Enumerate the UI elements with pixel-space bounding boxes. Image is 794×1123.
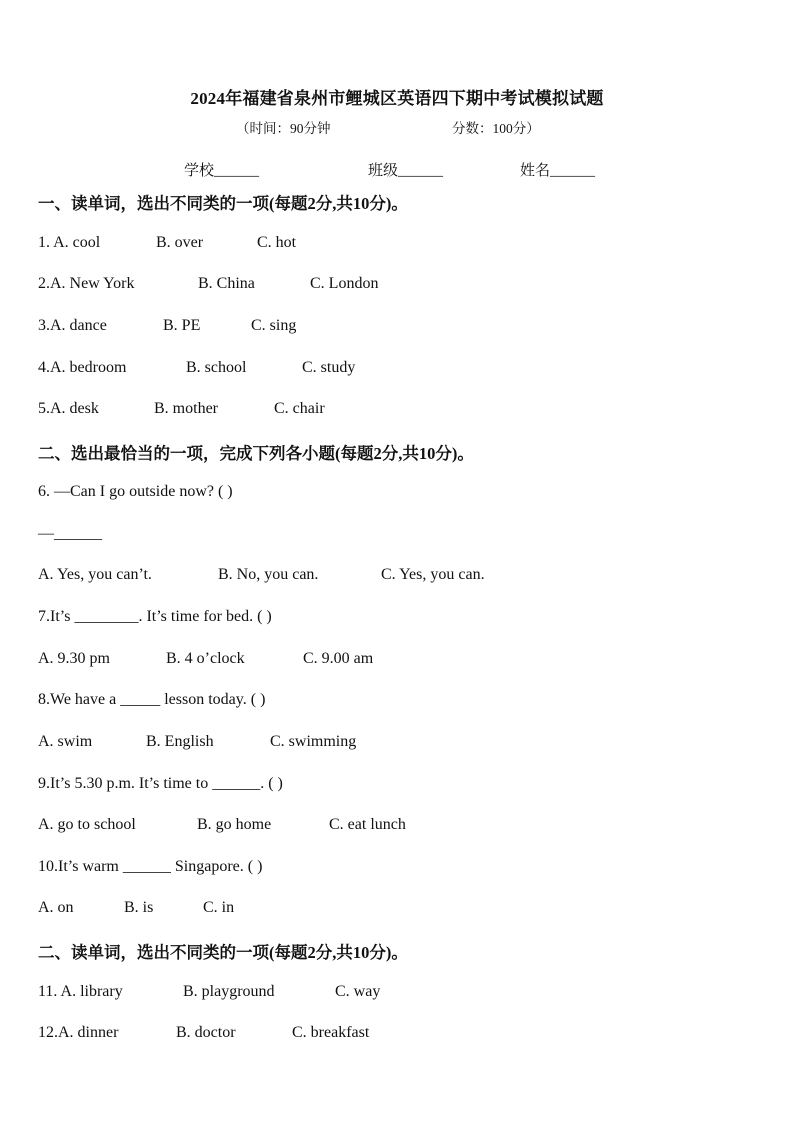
question-6-answer-line: —______: [38, 525, 102, 542]
question-10-option-c: C. in: [203, 899, 235, 916]
question-4-option-c: C. study: [302, 359, 356, 376]
question-4: 4.A. bedroom: [38, 359, 127, 376]
question-5-option-c: C. chair: [274, 400, 325, 417]
question-8: 8.We have a _____ lesson today. ( ): [38, 691, 266, 708]
question-8-option-a: A. swim: [38, 733, 93, 750]
question-6-option-a: A. Yes, you can’t.: [38, 566, 152, 583]
question-9-option-b: B. go home: [197, 816, 272, 833]
name-field: 姓名______: [520, 163, 596, 179]
page-title: 2024年福建省泉州市鲤城区英语四下期中考试模拟试题: [190, 89, 604, 108]
question-10-option-b: B. is: [124, 899, 154, 916]
question-12-option-b: B. doctor: [176, 1024, 236, 1041]
question-4-option-b: B. school: [186, 359, 247, 376]
school-field: 学校______: [184, 163, 260, 179]
question-3-option-b: B. PE: [163, 317, 201, 334]
question-7-option-b: B. 4 o’clock: [166, 650, 245, 667]
question-10-option-a: A. on: [38, 899, 74, 916]
question-5-option-b: B. mother: [154, 400, 218, 417]
question-2-option-c: C. London: [310, 275, 379, 292]
section-heading-3: 二、读单词，选出不同类的一项(每题2分,共10分)。: [38, 943, 408, 962]
question-7-option-a: A. 9.30 pm: [38, 650, 110, 667]
question-11-option-c: C. way: [335, 983, 381, 1000]
question-2: 2.A. New York: [38, 275, 135, 292]
question-7: 7.It’s ________. It’s time for bed. ( ): [38, 608, 272, 625]
question-9-option-a: A. go to school: [38, 816, 136, 833]
total-score: 分数：100分）: [452, 121, 540, 136]
question-6-option-c: C. Yes, you can.: [381, 566, 485, 583]
question-9-option-c: C. eat lunch: [329, 816, 406, 833]
question-8-option-c: C. swimming: [270, 733, 357, 750]
question-9: 9.It’s 5.30 p.m. It’s time to ______. ( ): [38, 775, 283, 792]
question-7-option-c: C. 9.00 am: [303, 650, 374, 667]
question-12: 12.A. dinner: [38, 1024, 119, 1041]
question-1-option-b: B. over: [156, 234, 204, 251]
question-5: 5.A. desk: [38, 400, 99, 417]
question-12-option-c: C. breakfast: [292, 1024, 370, 1041]
question-1: 1. A. cool: [38, 234, 101, 251]
question-8-option-b: B. English: [146, 733, 214, 750]
question-10: 10.It’s warm ______ Singapore. ( ): [38, 858, 263, 875]
question-11-option-b: B. playground: [183, 983, 275, 1000]
question-3: 3.A. dance: [38, 317, 107, 334]
question-11: 11. A. library: [38, 983, 123, 1000]
time-limit: （时间：90分钟: [236, 121, 331, 136]
question-2-option-b: B. China: [198, 275, 255, 292]
question-3-option-c: C. sing: [251, 317, 297, 334]
question-1-option-c: C. hot: [257, 234, 297, 251]
question-6: 6. —Can I go outside now? ( ): [38, 483, 233, 500]
section-heading-2: 二、选出最恰当的一项，完成下列各小题(每题2分,共10分)。: [38, 444, 474, 463]
question-6-option-b: B. No, you can.: [218, 566, 319, 583]
class-field: 班级______: [368, 163, 444, 179]
section-heading-1: 一、读单词，选出不同类的一项(每题2分,共10分)。: [38, 194, 408, 213]
